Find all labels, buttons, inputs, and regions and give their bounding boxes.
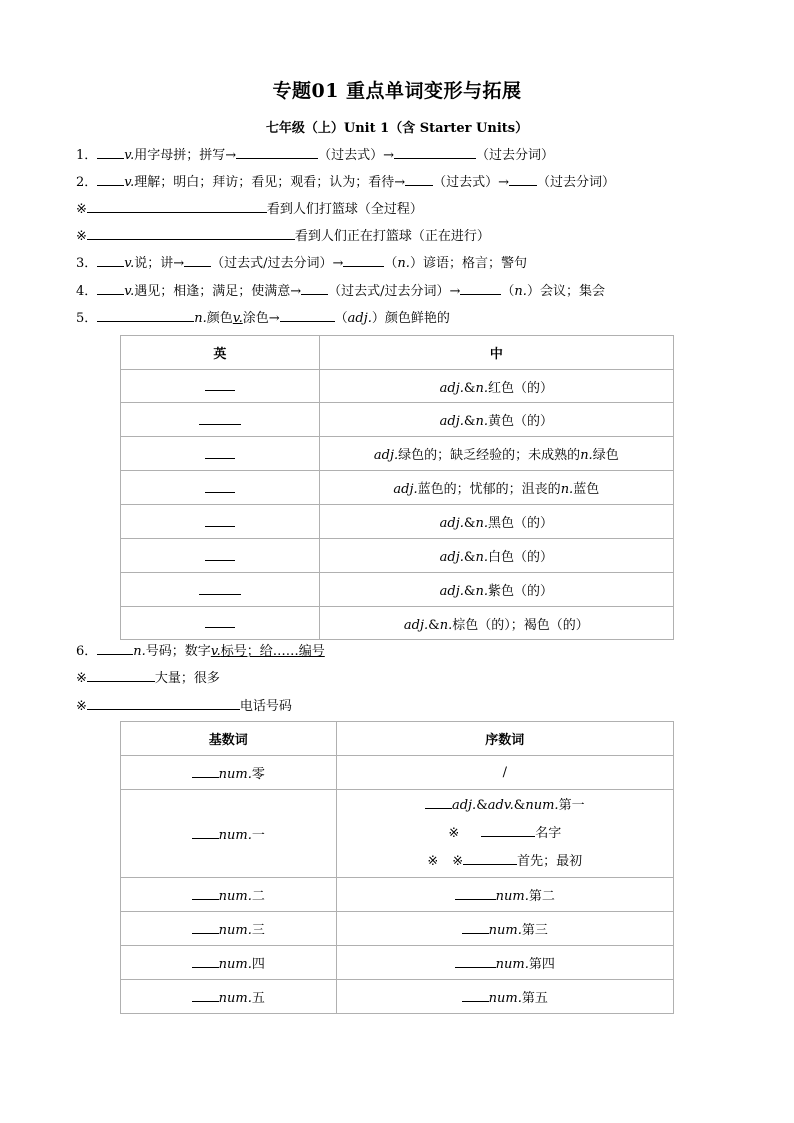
blank[interactable]	[460, 281, 501, 295]
meaning-text: 绿色	[592, 448, 619, 463]
pos-label: adj.	[439, 584, 464, 599]
blank[interactable]	[205, 547, 235, 561]
item-number: 6．	[76, 644, 98, 659]
item-4	[76, 281, 605, 301]
note-2	[76, 226, 490, 246]
pos-label: adj.	[439, 414, 464, 429]
pos-label: n.	[475, 516, 488, 531]
item-text: 理解；明白；拜访；看见；观看；认为；看待→	[134, 175, 406, 190]
blank[interactable]	[205, 513, 235, 527]
table-row	[121, 607, 674, 640]
blank[interactable]	[199, 411, 241, 425]
page-title: 专题01 重点单词变形与拓展	[272, 80, 522, 102]
meaning-text: 蓝色	[573, 482, 600, 497]
blank[interactable]	[509, 172, 537, 186]
blank[interactable]	[192, 764, 219, 778]
item-number: 5．	[76, 311, 98, 326]
item-text: ）颜色鲜艳的	[371, 311, 450, 326]
note-mark: ※	[452, 853, 464, 869]
note-3	[76, 668, 220, 688]
blank[interactable]	[205, 614, 235, 628]
column-header: 序数词	[336, 722, 673, 756]
sub-note-line	[337, 848, 673, 876]
note-4	[76, 696, 292, 716]
amp: &	[428, 617, 440, 633]
cell-text: 第三	[521, 923, 548, 938]
item-number: 2．	[76, 175, 98, 190]
item-text: 说；讲→	[134, 256, 185, 271]
pos-label: n.	[133, 644, 146, 659]
item-text: （过去式/过去分词）→	[211, 256, 344, 271]
item-2	[76, 172, 615, 192]
pos-label: num.	[218, 828, 252, 843]
table-row	[121, 370, 674, 403]
meaning-text: 黄色（的）	[487, 414, 553, 429]
item-6	[76, 641, 325, 661]
cell-text: 名字	[535, 825, 562, 841]
item-3	[76, 253, 527, 273]
cell-text: 一	[251, 828, 265, 843]
table-row	[121, 790, 674, 878]
amp: &	[463, 380, 476, 396]
table-row	[121, 878, 674, 912]
cell-text: 二	[251, 889, 265, 904]
pos-label: num.	[525, 797, 559, 813]
blank[interactable]	[236, 145, 318, 159]
column-header: 中	[319, 336, 673, 370]
blank[interactable]	[87, 668, 155, 682]
pos-label: adj.	[451, 797, 477, 813]
pos-label: n.	[514, 284, 527, 299]
table-row	[121, 912, 674, 946]
meaning-cell	[319, 370, 673, 403]
table-row	[121, 471, 674, 505]
pos-label: adj.	[373, 448, 399, 463]
amp: &	[463, 550, 476, 565]
cell-text: 五	[251, 991, 265, 1006]
blank[interactable]	[199, 581, 241, 595]
blank[interactable]	[97, 253, 124, 267]
pos-label: adj.	[439, 516, 464, 531]
note-text: 看到人们打篮球（全过程）	[266, 202, 423, 217]
cell-text: 第四	[528, 957, 555, 972]
cell-text: 零	[251, 767, 265, 782]
pos-label: adv.	[487, 797, 514, 813]
amp: &	[476, 797, 488, 813]
item-1	[76, 145, 554, 165]
note-mark: ※	[427, 853, 439, 869]
blank[interactable]	[455, 954, 496, 968]
blank[interactable]	[462, 988, 489, 1002]
table-row	[121, 756, 674, 790]
item-text: ）谚语；格言；警句	[409, 256, 527, 271]
number-table	[120, 721, 674, 1014]
column-header: 英	[121, 336, 320, 370]
table-row	[121, 505, 674, 539]
pos-label: n.	[475, 550, 488, 565]
table-row	[121, 403, 674, 437]
blank[interactable]	[343, 253, 384, 267]
note-text: 看到人们正在打篮球（正在进行）	[294, 229, 490, 244]
meaning-text: 蓝色的；忧郁的；沮丧的	[417, 482, 561, 497]
pos-label: num.	[218, 991, 252, 1006]
meaning-text: 紫色（的）	[487, 584, 553, 599]
pos-label: adj.	[439, 550, 464, 565]
item-text: （过去式）→	[433, 175, 510, 190]
blank[interactable]	[455, 886, 496, 900]
pos-label: v.	[124, 256, 135, 271]
blank[interactable]	[301, 281, 328, 295]
item-text: 颜色	[206, 311, 233, 326]
item-text: （过去分词）	[476, 148, 555, 163]
table-row	[121, 573, 674, 607]
pos-label: num.	[488, 991, 522, 1006]
pos-label: v.	[232, 311, 243, 326]
page-subtitle: 七年级（上）Unit 1（含 Starter Units）	[265, 121, 529, 136]
note-1	[76, 199, 423, 219]
pos-label: n.	[560, 482, 574, 497]
meaning-cell	[319, 437, 673, 471]
item-5	[76, 308, 450, 328]
note-mark: ※	[76, 229, 87, 244]
cell-text: 三	[251, 923, 265, 938]
blank[interactable]	[97, 281, 124, 295]
meaning-cell	[319, 607, 673, 640]
blank[interactable]	[205, 445, 235, 459]
item-text: ）会议；集会	[526, 284, 605, 299]
pos-label: n.	[194, 311, 207, 326]
item-number: 4．	[76, 284, 98, 299]
pos-label: num.	[218, 889, 252, 904]
note-mark: ※	[76, 671, 87, 686]
pos-label: num.	[495, 889, 529, 904]
ordinal-cell	[336, 790, 673, 878]
meaning-cell	[319, 471, 673, 505]
pos-label: v.	[124, 148, 135, 163]
pos-label: adj.	[347, 311, 372, 326]
pos-label: v.	[124, 175, 135, 190]
cell-text: 第五	[521, 991, 548, 1006]
pos-label: adj.	[393, 482, 418, 497]
pos-label: v.	[210, 644, 221, 659]
cell-text: 第二	[528, 889, 555, 904]
pos-label: num.	[495, 957, 529, 972]
blank[interactable]	[192, 988, 219, 1002]
meaning-text: 红色（的）	[487, 380, 553, 396]
item-text: 号码；数字	[145, 644, 211, 659]
blank[interactable]	[97, 145, 124, 159]
ordinal-line	[337, 792, 673, 820]
item-text: 标号；给……编号	[220, 644, 325, 659]
meaning-text: 绿色的；缺乏经验的；未成熟的	[398, 448, 581, 463]
cell-text: 首先；最初	[517, 853, 583, 869]
item-text: （过去分词）	[537, 175, 616, 190]
blank[interactable]	[97, 172, 124, 186]
pos-label: adj.	[439, 380, 464, 396]
blank[interactable]	[87, 199, 267, 213]
note-mark: ※	[448, 825, 460, 841]
meaning-cell	[319, 573, 673, 607]
cell-text: 第一	[558, 797, 585, 813]
amp: &	[463, 584, 476, 599]
blank[interactable]	[462, 920, 489, 934]
pos-label: n.	[439, 617, 453, 633]
note-text: 电话号码	[239, 699, 292, 714]
color-table	[120, 335, 674, 640]
paren: （	[384, 256, 398, 271]
blank[interactable]	[463, 851, 517, 865]
meaning-text: 白色（的）	[487, 550, 553, 565]
pos-label: num.	[218, 957, 252, 972]
item-text: 遇见；相逢；满足；使满意→	[134, 284, 302, 299]
column-header: 基数词	[121, 722, 337, 756]
table-header-row	[121, 336, 674, 370]
pos-label: num.	[218, 767, 252, 782]
blank[interactable]	[97, 308, 194, 322]
blank[interactable]	[481, 823, 535, 837]
item-text: （过去式/过去分词）→	[328, 284, 461, 299]
paren: （	[334, 311, 348, 326]
table-row	[121, 980, 674, 1014]
item-text: 涂色→	[242, 311, 280, 326]
pos-label: num.	[488, 923, 522, 938]
item-number: 1．	[76, 148, 98, 163]
blank[interactable]	[192, 886, 219, 900]
pos-label: n.	[475, 414, 488, 429]
blank[interactable]	[192, 825, 219, 839]
blank[interactable]	[394, 145, 476, 159]
meaning-cell	[319, 403, 673, 437]
blank[interactable]	[87, 696, 240, 710]
pos-label: adj.	[403, 617, 429, 633]
blank[interactable]	[205, 377, 235, 391]
cell-text: 四	[251, 957, 265, 972]
table-header-row	[121, 722, 674, 756]
blank[interactable]	[184, 253, 211, 267]
amp: &	[463, 414, 476, 429]
pos-label: n.	[475, 380, 488, 396]
meaning-text: 棕色（的）；褐色（的）	[452, 617, 589, 633]
pos-label: num.	[218, 923, 252, 938]
meaning-text: 黑色（的）	[487, 516, 553, 531]
item-text: 用字母拼；拼写→	[134, 148, 237, 163]
amp: &	[463, 516, 476, 531]
pos-label: n.	[475, 584, 488, 599]
pos-label: v.	[124, 284, 135, 299]
item-number: 3．	[76, 256, 98, 271]
blank[interactable]	[280, 308, 335, 322]
note-mark: ※	[76, 699, 87, 714]
note-text: 大量；很多	[154, 671, 220, 686]
blank[interactable]	[192, 954, 219, 968]
pos-label: n.	[397, 256, 410, 271]
table-row	[121, 946, 674, 980]
meaning-cell	[319, 505, 673, 539]
blank[interactable]	[405, 172, 433, 186]
pos-label: n.	[580, 448, 593, 463]
blank[interactable]	[192, 920, 219, 934]
item-text: （过去式）→	[318, 148, 395, 163]
blank[interactable]	[97, 641, 133, 655]
table-row	[121, 437, 674, 471]
amp: &	[513, 797, 526, 813]
blank[interactable]	[205, 479, 235, 493]
blank[interactable]	[87, 226, 295, 240]
note-mark: ※	[76, 202, 87, 217]
meaning-cell	[319, 539, 673, 573]
blank[interactable]	[425, 795, 452, 809]
table-row	[121, 539, 674, 573]
paren: （	[501, 284, 515, 299]
sub-note-line	[337, 820, 673, 848]
cell-text: /	[336, 756, 673, 790]
